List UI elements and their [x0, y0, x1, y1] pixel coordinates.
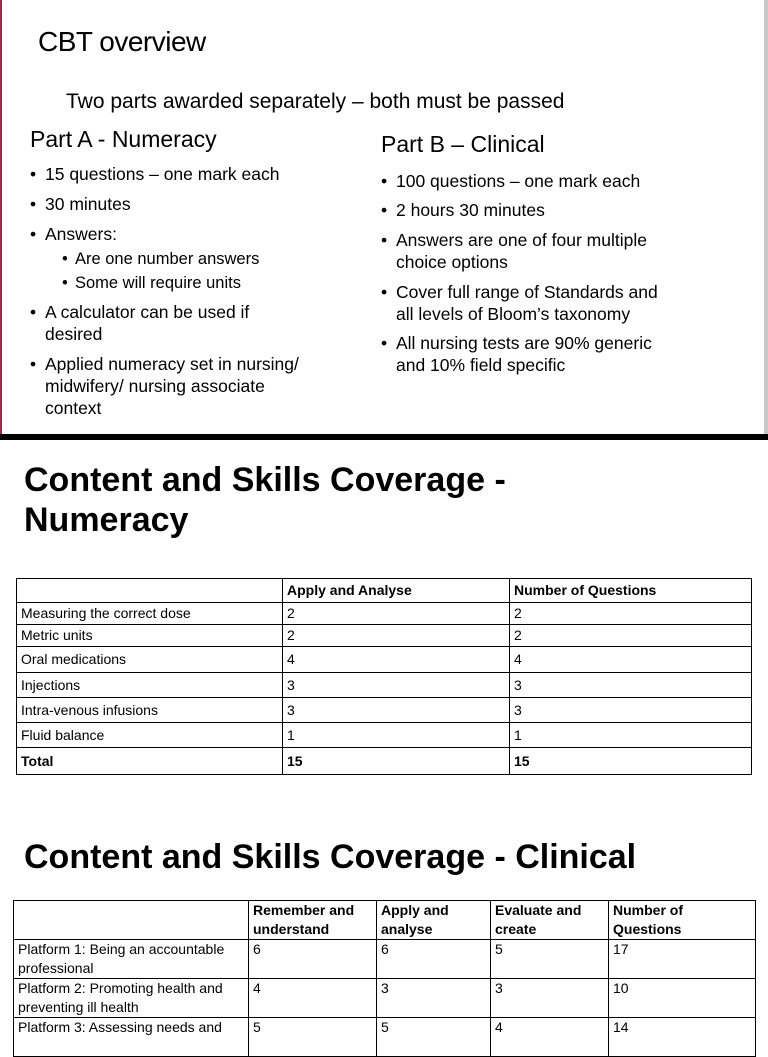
part-a-bullet-cont: context: [45, 398, 102, 418]
part-b-bullet: • Cover full range of Standards and: [381, 282, 658, 302]
table-cell: 4: [510, 647, 752, 673]
part-b-bullet: • All nursing tests are 90% generic: [381, 333, 652, 353]
table-cell: 17: [609, 940, 756, 979]
table-cell: Metric units: [17, 625, 283, 647]
header-cell: Evaluate and create: [491, 901, 609, 940]
header-cell: [14, 901, 249, 940]
table-row: [14, 940, 756, 979]
table-total-row: [17, 748, 752, 775]
table-cell: 2: [283, 603, 510, 625]
table-row: [17, 603, 752, 625]
header-cell: Number of Questions: [510, 579, 752, 603]
numeracy-heading-line1: Content and Skills Coverage -: [24, 461, 506, 499]
table-header-row: [17, 579, 752, 603]
table-cell: Platform 1: Being an accountable professional: [14, 940, 249, 979]
part-a-bullet-cont: midwifery/ nursing associate: [45, 376, 265, 396]
slide-subtitle: Two parts awarded separately – both must be passed: [66, 90, 565, 113]
table-cell: Platform 3: Assessing needs and: [14, 1018, 249, 1057]
table-cell: 10: [609, 979, 756, 1018]
part-a-bullet: • A calculator can be used if: [30, 302, 250, 322]
table-cell: Injections: [17, 673, 283, 698]
table-cell: 5: [491, 940, 609, 979]
table-cell: 4: [249, 979, 377, 1018]
table-cell: 3: [283, 698, 510, 723]
slide-divider: [0, 434, 768, 440]
part-b-bullet-cont: choice options: [396, 252, 508, 272]
part-b-bullet: • 2 hours 30 minutes: [381, 200, 545, 220]
part-a-bullet: • Applied numeracy set in nursing/: [30, 354, 299, 374]
part-a-bullet-cont: desired: [45, 324, 103, 344]
table-row: [17, 673, 752, 698]
slide-edge-right: [764, 0, 768, 434]
table-cell: 1: [283, 723, 510, 748]
clinical-table: [13, 900, 756, 1057]
slide-edge-left: [0, 0, 2, 434]
total-cell: 15: [283, 748, 510, 775]
part-a-bullet: • Answers:: [30, 224, 117, 244]
part-a-bullet: • 15 questions – one mark each: [30, 164, 280, 184]
clinical-heading: Content and Skills Coverage - Clinical: [24, 838, 637, 876]
table-cell: 4: [283, 647, 510, 673]
table-cell: Measuring the correct dose: [17, 603, 283, 625]
part-b-bullet: • 100 questions – one mark each: [381, 171, 641, 191]
total-cell: Total: [17, 748, 283, 775]
part-b-heading: Part B – Clinical: [381, 131, 545, 157]
part-b-bullet-cont: all levels of Bloom’s taxonomy: [396, 304, 631, 324]
table-cell: 3: [510, 673, 752, 698]
table-row: [17, 723, 752, 748]
table-cell: 4: [491, 1018, 609, 1057]
table-cell: Intra-venous infusions: [17, 698, 283, 723]
table-cell: 1: [510, 723, 752, 748]
table-cell: 3: [510, 698, 752, 723]
table-cell: Oral medications: [17, 647, 283, 673]
total-cell: 15: [510, 748, 752, 775]
part-a-subbullet: • Are one number answers: [62, 250, 260, 268]
cbt-overview-slide: [0, 0, 768, 434]
table-cell: 2: [283, 625, 510, 647]
table-cell: 5: [249, 1018, 377, 1057]
part-b-bullet-cont: and 10% field specific: [396, 355, 566, 375]
numeracy-heading-line2: Numeracy: [24, 501, 189, 539]
table-row: [17, 625, 752, 647]
part-a-heading: Part A - Numeracy: [30, 126, 217, 152]
table-row: [14, 1018, 756, 1057]
numeracy-table: [16, 578, 752, 775]
table-cell: 3: [283, 673, 510, 698]
table-cell: 5: [377, 1018, 491, 1057]
table-cell: 2: [510, 625, 752, 647]
table-row: [14, 979, 756, 1018]
table-cell: 3: [377, 979, 491, 1018]
header-cell: Remember and understand: [249, 901, 377, 940]
slide-title: CBT overview: [38, 26, 206, 57]
table-cell: 2: [510, 603, 752, 625]
part-a-bullet: • 30 minutes: [30, 194, 131, 214]
table-cell: 6: [377, 940, 491, 979]
numeracy-heading: [24, 460, 506, 540]
header-cell: Apply and Analyse: [283, 579, 510, 603]
table-cell: 14: [609, 1018, 756, 1057]
header-cell: [17, 579, 283, 603]
table-row: [17, 698, 752, 723]
header-cell: Number of Questions: [609, 901, 756, 940]
table-cell: Platform 2: Promoting health and preventing ill health: [14, 979, 249, 1018]
part-a-subbullet: • Some will require units: [62, 274, 241, 292]
part-b-bullet: • Answers are one of four multiple: [381, 230, 647, 250]
table-cell: 3: [491, 979, 609, 1018]
table-row: [17, 647, 752, 673]
table-header-row: [14, 901, 756, 940]
table-cell: Fluid balance: [17, 723, 283, 748]
table-cell: 6: [249, 940, 377, 979]
header-cell: Apply and analyse: [377, 901, 491, 940]
